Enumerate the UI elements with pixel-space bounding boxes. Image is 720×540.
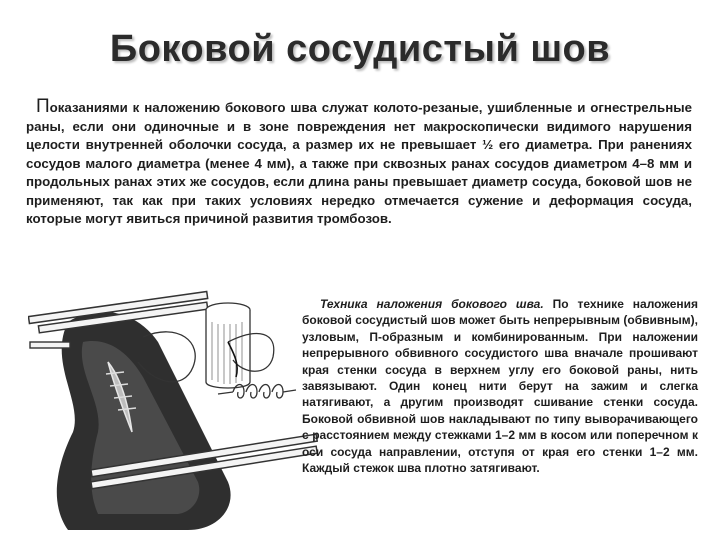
left-clamp <box>30 342 70 348</box>
technique-lead: Техника наложения бокового шва. <box>320 297 544 311</box>
technique-paragraph <box>302 296 698 476</box>
intro-paragraph <box>26 98 692 229</box>
intro-text: оказаниями к наложению бокового шва служат колото-резаные, ушибленные и огнестрельные раны, если они одиночные и в зоне повреждения нет макроскопически видимого нарушения целости внутренней оболочки сосуда, а размер их не превышает ½ его диаметра. При ранениях сосудов малого диаметра (менее 4 мм), а также при сквозных ранах сосудов диаметром 4–8 мм и продольных ранах этих же сосудов, если длина раны превышает диаметр сосуда, боковой шов не применяют, так как при таких условиях нередко отмечается сужение и деформация сосуда, которые могут явиться причиной развития тромбозов. <box>26 100 692 226</box>
intro-first-letter: П <box>36 96 50 117</box>
vessel-cylinder-sketch <box>206 303 274 388</box>
technique-text: По технике наложения боковой сосудистый шов может быть непрерывным (обвивным), узловым, П-образным и комбинированным. При наложении непрерывного обвивного сосудистого шва вначале прошивают края стенки сосуда в верхнем углу его боковой раны, нить завязывают. Один конец нити берут на зажим и слегка натягивают, а другим производят сшивание стенки сосуда. Боковой обвивной шов накладывают по типу выворачивающего с расстоянием между стежками 1–2 мм в косом или поперечном к оси сосуда направлении, отступя от края его стенки 1–2 мм. Каждый стежок шва плотно затягивают. <box>302 297 698 476</box>
slide-title: Боковой сосудистый шов <box>109 28 611 70</box>
vessel-suture-illustration <box>28 282 318 530</box>
